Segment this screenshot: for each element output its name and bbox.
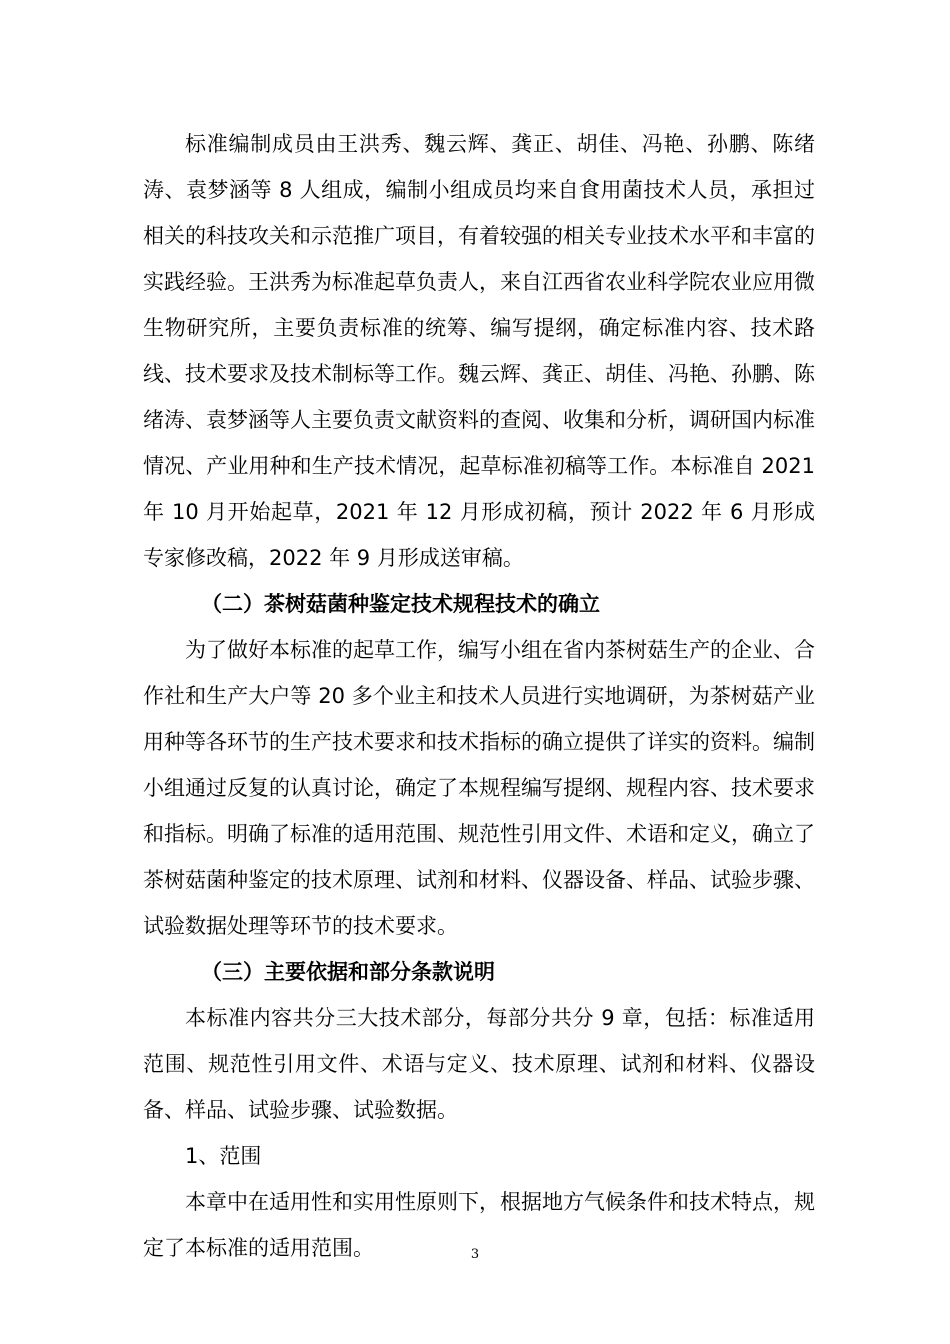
paragraph-research: 为了做好本标准的起草工作，编写小组在省内茶树菇生产的企业、合作社和生产大户等 20 多个业主和技术人员进行实地调研，为茶树菇产业用种等各环节的生产技术要求和技术指标的确立提供了详实的资料。编制小组通过反复的认真讨论，确定了本规程编写提纲、规程内容、技术要求和指标。明确了标准的适用范围、规范性引用文件、术语和定义，确立了茶树菇菌种鉴定的技术原理、试剂和材料、仪器设备、样品、试验步骤、试验数据处理等环节的技术要求。 [143, 638, 815, 938]
paragraph-scope: 本章中在适用性和实用性原则下，根据地方气候条件和技术特点，规定了本标准的适用范围。 [143, 1190, 815, 1260]
subsection-scope-title: 1、范围 [185, 1144, 262, 1168]
paragraph-structure: 本标准内容共分三大技术部分，每部分共分 9 章，包括：标准适用范围、规范性引用文件、术语与定义、技术原理、试剂和材料、仪器设备、样品、试验步骤、试验数据。 [143, 1006, 815, 1122]
document-body [143, 121, 815, 1271]
section-heading-3: （三）主要依据和部分条款说明 [201, 960, 495, 984]
page-number: 3 [470, 1247, 480, 1262]
paragraph-editors: 标准编制成员由王洪秀、魏云辉、龚正、胡佳、冯艳、孙鹏、陈绪涛、袁梦涵等 8 人组成，编制小组成员均来自食用菌技术人员，承担过相关的科技攻关和示范推广项目，有着较强的相关专业技术水平和丰富的实践经验。王洪秀为标准起草负责人，来自江西省农业科学院农业应用微生物研究所，主要负责标准的统筹、编写提纲，确定标准内容、技术路线、技术要求及技术制标等工作。魏云辉、龚正、胡佳、冯艳、孙鹏、陈绪涛、袁梦涵等人主要负责文献资料的查阅、收集和分析，调研国内标准情况、产业用种和生产技术情况，起草标准初稿等工作。本标准自 2021 年 10 月开始起草，2021 年 12 月形成初稿，预计 2022 年 6 月形成专家修改稿，2022 年 9 月形成送审稿。 [143, 132, 815, 570]
section-heading-2: （二）茶树菇菌种鉴定技术规程技术的确立 [201, 592, 600, 616]
